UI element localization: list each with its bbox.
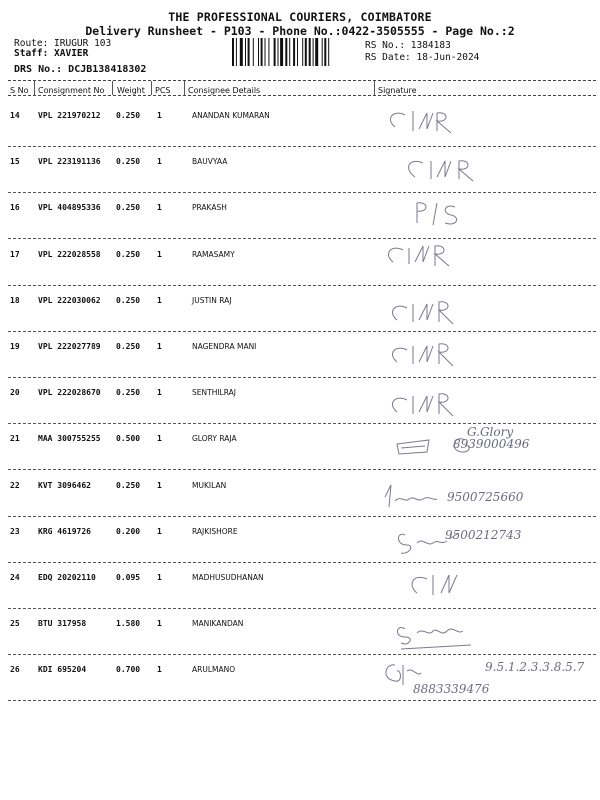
barcode-image [232,38,358,66]
consignee-name: ARULMANO [192,665,236,675]
consignee-name: PRAKASH [192,203,227,213]
row-sno: 22 [10,480,20,490]
consignment-number: VPL 222028558 [38,249,101,259]
rs-number: RS No.: 1384183 [365,40,451,51]
weight-value: 0.250 [116,111,141,120]
signature-stroke [388,245,449,265]
handwritten-signature [375,471,595,517]
row-sno: 17 [10,249,20,259]
pcs-value: 1 [157,295,162,305]
signature-stroke [390,111,451,133]
consignee-name: GLORY RAJA [192,434,237,444]
handwritten-signature [375,655,595,701]
row-sno: 23 [10,526,20,536]
header-bottom-rule [8,95,596,96]
consignee-name: BAUVYAA [192,157,228,167]
col-divider [184,81,185,95]
signature-stroke [397,628,471,649]
row-sno: 26 [10,665,20,675]
row-sno: 16 [10,203,20,213]
pcs-value: 1 [157,249,162,259]
consignment-number: VPL 221970212 [38,111,101,120]
col-divider [374,81,375,95]
col-header-consignee: Consignee Details [188,86,261,95]
pcs-value: 1 [157,111,162,120]
col-divider [34,81,35,95]
weight-value: 0.250 [116,203,141,213]
handwritten-signature [375,240,595,286]
consignee-name: MANIKANDAN [192,619,244,629]
handwritten-signature [375,424,595,470]
weight-value: 0.700 [116,665,141,675]
consignment-number: VPL 222028670 [38,388,101,398]
col-header-weight: Weight [117,86,145,95]
row-sno: 25 [10,619,20,629]
table-row [0,655,600,701]
consignment-number: VPL 223191136 [38,157,101,167]
consignment-number: KDI 695204 [38,665,87,675]
col-header-sno: S No [10,86,29,95]
handwritten-signature [375,101,595,147]
row-sno: 15 [10,157,20,167]
consignee-name: MUKILAN [192,480,227,490]
pcs-value: 1 [157,480,162,490]
weight-value: 1.580 [116,619,141,629]
signature-handwriting: 9500725660 [447,489,524,504]
weight-value: 0.200 [116,526,141,536]
signature-stroke [392,302,453,324]
table-row [0,101,600,147]
pcs-value: 1 [157,157,162,167]
signature-stroke [392,344,453,366]
company-title: THE PROFESSIONAL COURIERS, COIMBATORE [168,10,432,24]
signature-handwriting: G.Glory [467,425,514,440]
handwritten-signature [375,517,595,563]
table-row [0,240,600,286]
handwritten-signature [375,609,595,655]
col-divider [112,81,113,95]
col-header-signature: Signature [378,86,417,95]
signature-handwriting: 9500212743 [445,527,522,542]
handwritten-signature [375,332,595,378]
consignment-number: KVT 3096462 [38,480,91,490]
table-row [0,424,600,470]
header-top-rule [8,80,596,81]
signature-handwriting: 9.5.1.2.3.3.8.5.7 [485,660,585,675]
table-row [0,332,600,378]
consignee-name: MADHUSUDHANAN [192,573,264,582]
row-sno: 19 [10,342,20,351]
consignee-name: ANANDAN KUMARAN [192,111,270,120]
signature-stroke [409,161,473,181]
row-divider [8,700,596,701]
consignment-number: BTU 317958 [38,619,87,629]
weight-value: 0.250 [116,388,141,398]
consignment-number: VPL 404895336 [38,203,101,213]
signature-handwriting: 8939000496 [453,437,530,452]
handwritten-signature [375,563,595,609]
table-row [0,471,600,517]
signature-stroke [392,394,453,416]
consignment-number: KRG 4619726 [38,526,91,536]
table-row [0,609,600,655]
consignment-number: VPL 222030062 [38,295,101,305]
consignment-number: VPL 222027789 [38,342,101,351]
weight-value: 0.500 [116,434,141,444]
row-sno: 21 [10,434,20,444]
col-divider [151,81,152,95]
row-sno: 18 [10,295,20,305]
pcs-value: 1 [157,573,162,582]
consignment-number: EDQ 20202110 [38,573,96,582]
pcs-value: 1 [157,619,162,629]
handwritten-signature [375,147,595,193]
weight-value: 0.250 [116,480,141,490]
signature-stroke [412,575,457,595]
pcs-value: 1 [157,203,162,213]
route-label: Route: IRUGUR 103 [14,38,112,49]
staff-label: Staff: XAVIER [14,48,89,59]
consignment-number: MAA 300755255 [38,434,101,444]
pcs-value: 1 [157,388,162,398]
pcs-value: 1 [157,665,162,675]
row-sno: 14 [10,111,20,120]
table-row [0,286,600,332]
consignee-name: RAJKISHORE [192,526,238,536]
rs-date: RS Date: 18-Jun-2024 [365,52,480,63]
consignee-name: SENTHILRAJ [192,388,236,398]
col-header-pcs: PCS [155,86,171,95]
consignee-name: RAMASAMY [192,249,235,259]
signature-handwriting: 8883339476 [413,682,490,697]
weight-value: 0.095 [116,573,141,582]
weight-value: 0.250 [116,157,141,167]
consignee-name: NAGENDRA MANI [192,342,257,351]
weight-value: 0.250 [116,295,141,305]
drs-number: DRS No.: DCJB138418302 [14,64,147,75]
handwritten-signature [375,378,595,424]
runsheet-subtitle: Delivery Runsheet - P103 - Phone No.:0422-3505555 - Page No.:2 [85,24,515,38]
table-row [0,147,600,193]
table-row [0,517,600,563]
pcs-value: 1 [157,434,162,444]
pcs-value: 1 [157,342,162,351]
table-row [0,378,600,424]
consignee-name: JUSTIN RAJ [192,295,232,305]
table-row [0,193,600,239]
signature-stroke [417,203,457,225]
col-header-consignment: Consignment No [38,86,105,95]
row-sno: 20 [10,388,20,398]
row-sno: 24 [10,573,20,582]
table-row [0,563,600,609]
weight-value: 0.250 [116,249,141,259]
signature-stroke [385,485,437,507]
handwritten-signature [375,193,595,239]
handwritten-signature [375,286,595,332]
pcs-value: 1 [157,526,162,536]
weight-value: 0.250 [116,342,141,351]
